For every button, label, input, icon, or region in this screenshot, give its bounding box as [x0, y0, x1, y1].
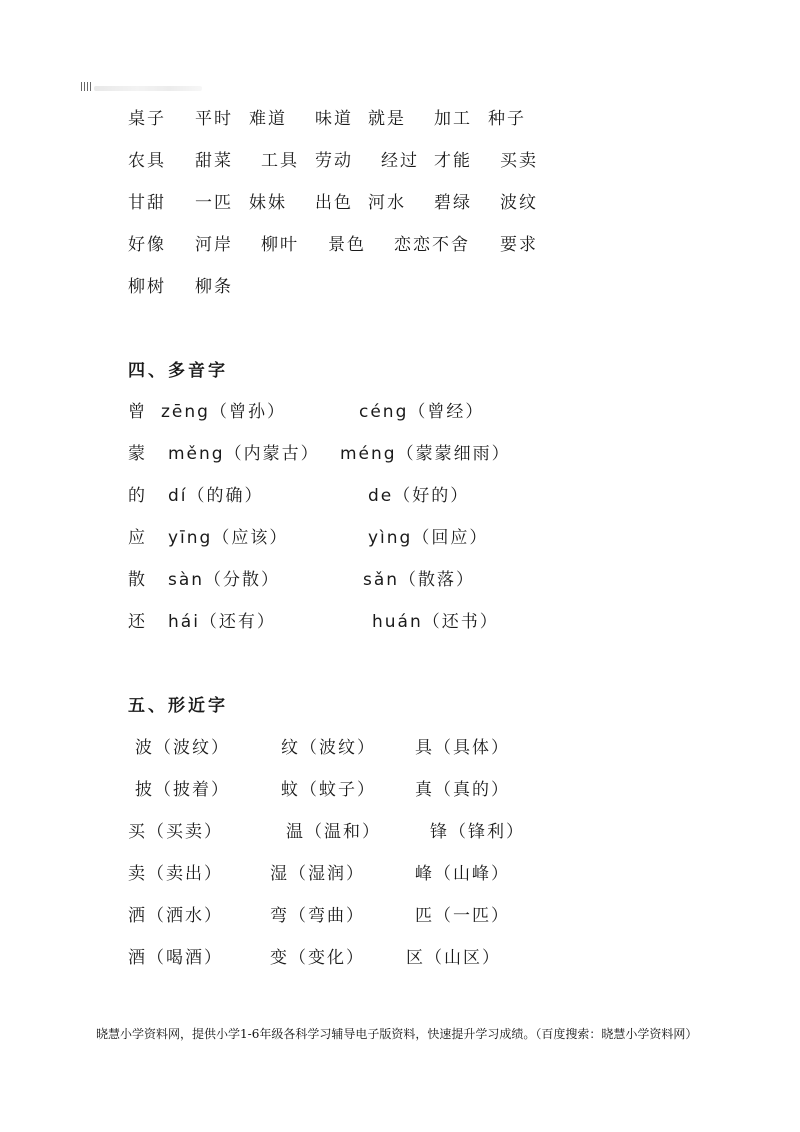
vocab-word: 河水 [368, 193, 406, 213]
vocab-word: 农具 [128, 151, 166, 171]
polyphonic-char: 曾 [128, 402, 147, 422]
vocab-word: 就是 [368, 109, 406, 129]
scan-mark-smudge [94, 86, 202, 91]
polyphonic-char: 的 [128, 486, 147, 506]
vocab-word: 工具 [261, 151, 299, 171]
vocab-word: 才能 [434, 151, 472, 171]
vocab-word: 出色 [315, 193, 353, 213]
polyphonic-reading-1: měng（内蒙古） [168, 444, 320, 464]
vocab-word: 种子 [488, 109, 526, 129]
similar-char-item: 卖（卖出） [128, 864, 223, 884]
similar-row [128, 944, 568, 972]
similar-char-item: 蚊（蚊子） [281, 780, 376, 800]
similar-char-item: 披（披着） [135, 780, 230, 800]
similar-char-item: 纹（波纹） [281, 738, 376, 758]
similar-row [128, 734, 568, 762]
polyphonic-reading-2: céng（曾经） [359, 402, 485, 422]
vocab-word: 柳树 [128, 277, 166, 297]
header-scan-mark [80, 82, 200, 94]
vocab-row [128, 273, 568, 301]
page-footer: 晓慧小学资料网，提供小学1-6年级各科学习辅导电子版资料，快速提升学习成绩。（百度搜索：晓慧小学资料网） [96, 1027, 698, 1041]
polyphonic-char: 蒙 [128, 444, 147, 464]
vocab-word: 河岸 [195, 235, 233, 255]
similar-char-item: 湿（湿润） [270, 864, 365, 884]
similar-char-item: 峰（山峰） [415, 864, 510, 884]
polyphonic-reading-1: sàn（分散） [168, 570, 281, 590]
vocab-word: 恋恋不舍 [394, 235, 470, 255]
polyphonic-reading-2: sǎn（散落） [363, 570, 476, 590]
vocab-word: 波纹 [500, 193, 538, 213]
vocab-row [128, 147, 568, 175]
vocab-word: 甘甜 [128, 193, 166, 213]
similar-char-item: 锋（锋利） [430, 822, 525, 842]
vocab-word: 柳条 [195, 277, 233, 297]
polyphonic-reading-2: yìng（回应） [368, 528, 489, 548]
polyphonic-reading-1: dí（的确） [168, 486, 264, 506]
vocab-row [128, 189, 568, 217]
vocab-word: 柳叶 [261, 235, 299, 255]
similar-row [128, 818, 568, 846]
vocab-row [128, 105, 568, 133]
polyphonic-row [128, 608, 568, 636]
scan-mark-glyph: |||| [80, 82, 93, 92]
vocab-word: 经过 [381, 151, 419, 171]
vocab-word: 味道 [315, 109, 353, 129]
polyphonic-char: 还 [128, 612, 147, 632]
similar-char-item: 区（山区） [406, 948, 501, 968]
similar-char-item: 温（温和） [286, 822, 381, 842]
vocab-word: 妹妹 [249, 193, 287, 213]
vocab-word: 难道 [249, 109, 287, 129]
vocab-word: 要求 [500, 235, 538, 255]
similar-row [128, 776, 568, 804]
vocab-word: 景色 [328, 235, 366, 255]
vocab-word: 平时 [195, 109, 233, 129]
polyphonic-row [128, 524, 568, 552]
similar-char-item: 真（真的） [415, 780, 510, 800]
vocab-word: 劳动 [315, 151, 353, 171]
polyphonic-reading-1: hái（还有） [168, 612, 276, 632]
polyphonic-char: 散 [128, 570, 147, 590]
section-heading-similar: 五、形近字 [128, 696, 228, 716]
polyphonic-reading-2: méng（蒙蒙细雨） [340, 444, 511, 464]
polyphonic-row [128, 440, 568, 468]
polyphonic-row [128, 398, 568, 426]
similar-char-item: 洒（洒水） [128, 906, 223, 926]
vocab-word: 桌子 [128, 109, 166, 129]
vocab-word: 好像 [128, 235, 166, 255]
section-heading-polyphonic: 四、多音字 [128, 361, 228, 381]
polyphonic-reading-1: yīng（应该） [168, 528, 289, 548]
vocab-row [128, 231, 568, 259]
similar-char-item: 具（具体） [415, 738, 510, 758]
vocab-word: 买卖 [500, 151, 538, 171]
similar-char-item: 酒（喝酒） [128, 948, 223, 968]
similar-row [128, 860, 568, 888]
vocab-word: 一匹 [195, 193, 233, 213]
similar-char-item: 波（波纹） [135, 738, 230, 758]
similar-char-item: 变（变化） [270, 948, 365, 968]
vocab-word: 甜菜 [195, 151, 233, 171]
similar-row [128, 902, 568, 930]
polyphonic-row [128, 566, 568, 594]
polyphonic-row [128, 482, 568, 510]
polyphonic-reading-1: zēng（曾孙） [161, 402, 286, 422]
vocab-word: 碧绿 [434, 193, 472, 213]
polyphonic-reading-2: huán（还书） [372, 612, 499, 632]
vocab-word: 加工 [434, 109, 472, 129]
similar-char-item: 匹（一匹） [415, 906, 510, 926]
similar-char-item: 买（买卖） [128, 822, 223, 842]
polyphonic-char: 应 [128, 528, 147, 548]
polyphonic-reading-2: de（好的） [368, 486, 470, 506]
similar-char-item: 弯（弯曲） [270, 906, 365, 926]
